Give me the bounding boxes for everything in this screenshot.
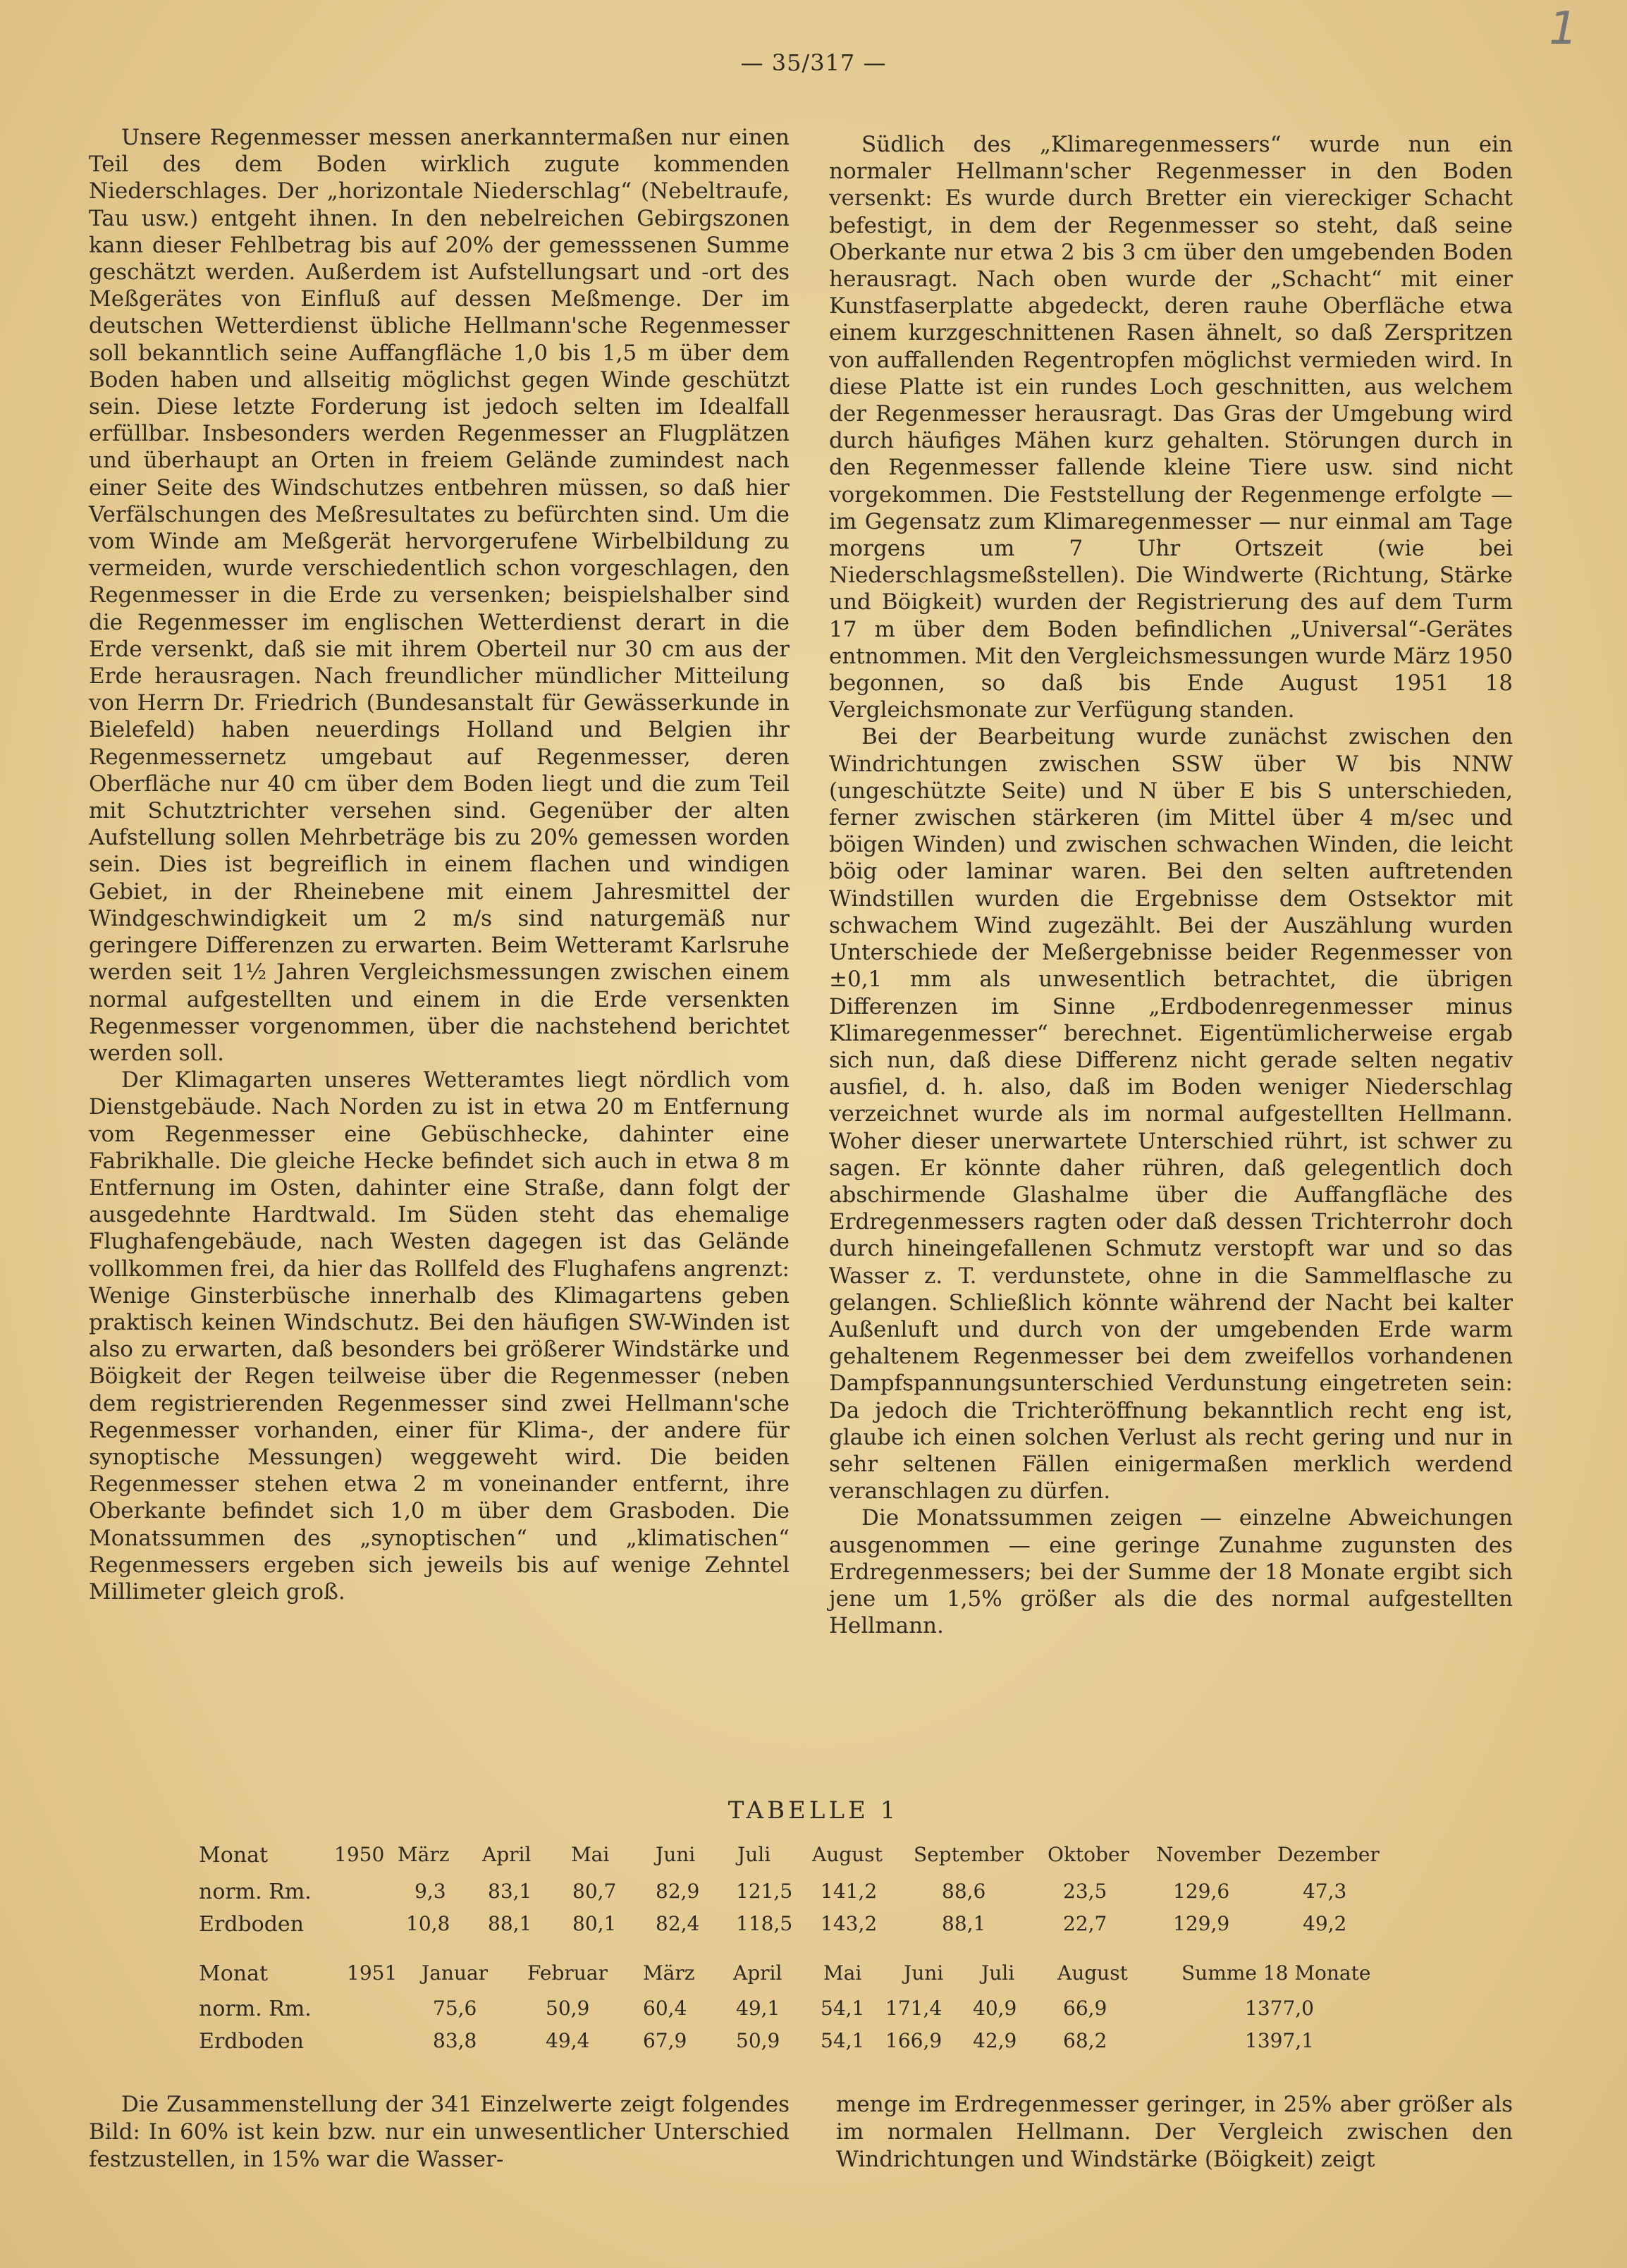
table-header-cell: März xyxy=(643,1961,695,1985)
table-row xyxy=(0,1997,1627,2028)
bottom-left-text xyxy=(89,2091,790,2174)
table-cell: 171,4 xyxy=(885,1997,943,2020)
table-header-cell: Summe 18 Monate xyxy=(1181,1961,1371,1985)
table-header-cell: 1951 xyxy=(347,1961,398,1985)
table-cell: 83,1 xyxy=(488,1880,532,1903)
handwritten-page-mark: 1 xyxy=(1549,3,1578,55)
table-cell: norm. Rm. xyxy=(199,1880,312,1904)
table-header-cell: 1950 xyxy=(334,1843,385,1866)
table-cell: 50,9 xyxy=(736,2029,780,2052)
table-cell: 121,5 xyxy=(736,1880,793,1903)
table-cell: 23,5 xyxy=(1063,1880,1107,1903)
page-number: — 35/317 — xyxy=(740,49,887,76)
table-header-cell: Oktober xyxy=(1048,1843,1129,1866)
table-header-cell: Dezember xyxy=(1277,1843,1380,1866)
table-header-cell: Monat xyxy=(199,1961,269,1986)
table-header-cell: August xyxy=(812,1843,883,1866)
table-cell: 66,9 xyxy=(1063,1997,1107,2020)
table-header-row xyxy=(0,1843,1627,1874)
table-cell: 54,1 xyxy=(821,1997,865,2020)
table-cell: 88,6 xyxy=(942,1880,986,1903)
table-cell: 141,2 xyxy=(821,1880,878,1903)
table-cell: 60,4 xyxy=(643,1997,687,2020)
table-header-cell: Februar xyxy=(527,1961,608,1985)
table-row xyxy=(0,2029,1627,2060)
table-cell: 54,1 xyxy=(821,2029,865,2052)
table-header-cell: Mai xyxy=(823,1961,862,1985)
table-cell: 80,7 xyxy=(572,1880,617,1903)
table-cell: 80,1 xyxy=(572,1912,617,1935)
table-cell: 47,3 xyxy=(1303,1880,1347,1903)
table-header-cell: November xyxy=(1156,1843,1261,1866)
paragraph: menge im Erdregenmesser geringer, in 25% aber größer als im normalen Hellmann. Der Vergleich zwischen den Windrichtungen und Windstärke (Böigkeit) zeigt xyxy=(836,2092,1513,2172)
table-cell: 88,1 xyxy=(488,1912,532,1935)
table-cell: 75,6 xyxy=(433,1997,477,2020)
table-title: TABELLE 1 xyxy=(727,1796,900,1825)
table-header-cell: Januar xyxy=(422,1961,489,1985)
paragraph: Bei der Bearbeitung wurde zunächst zwischen den Windrichtungen zwischen SSW über W bis NNW (ungeschützte Seite) und N über E bis S unterschieden, ferner zwischen stärkeren (im Mittel über 4 m/sec und böigen Winden) und zwischen schwachen Winden, die leicht böig oder laminar waren. Bei den selten auftretenden Windstillen wurden die Ergebnisse dem Ostsektor mit schwachem Wind zugezählt. Bei der Auszählung wurden Unterschiede der Meßergebnisse beider Regenmesser von ±0,1 mm als unwesentlich betrachtet, die übrigen Differenzen im Sinne „Erdbodenregenmesser minus Klimaregenmesser“ berechnet. Eigentümlicherweise ergab sich nun, daß diese Differenz nicht gerade selten negativ ausfiel, d. h. also, daß im Boden weniger Niederschlag verzeichnet wurde als im normal aufgestellten Hellmann. Woher dieser unerwartete Unterschied rührt, ist schwer zu sagen. Er könnte daher rühren, daß gelegentlich doch abschirmende Glashalme über die Auffangfläche des Erdregenmessers ragten oder daß dessen Trichterrohr doch durch hineingefallenen Schmutz verstopft war und so das Wasser z. T. verdunstete, ohne in die Sammelflasche zu gelangen. Schließlich könnte während der Nacht bei kalter Außenluft und durch von der umgebenden Erde warm gehaltenem Regenmesser bei dem zweifellos vorhandenen Dampfspannungsunterschied Verdunstung eingetreten sein: Da jedoch die Trichteröffnung bekanntlich recht eng ist, glaube ich einen solchen Verlust als recht gering und nur in sehr seltenen Fällen einigermaßen merklich werdend veranschlagen zu dürfen. xyxy=(829,724,1513,1504)
table-cell: 143,2 xyxy=(821,1912,878,1935)
table-cell: Erdboden xyxy=(199,2029,304,2054)
table-cell: 49,2 xyxy=(1303,1912,1347,1935)
table-header-cell: Mai xyxy=(571,1843,610,1866)
right-text-column xyxy=(829,131,1513,1639)
paragraph: Unsere Regenmesser messen anerkanntermaßen nur einen Teil des dem Boden wirklich zugute kommenden Niederschlages. Der „horizontale Niederschlag“ (Nebeltraufe, Tau usw.) entgeht ihnen. In den nebelreichen Gebirgszonen kann dieser Fehlbetrag bis auf 20% der gemesssenen Summe geschätzt werden. Außerdem ist Aufstellungsart und -ort des Meßgerätes von Einfluß auf dessen Meßmenge. Der im deutschen Wetterdienst übliche Hellmann'sche Regenmesser soll bekanntlich seine Auffangfläche 1,0 bis 1,5 m über dem Boden haben und allseitig möglichst gegen Winde geschützt sein. Diese letzte Forderung ist jedoch selten im Idealfall erfüllbar. Insbesonders werden Regenmesser an Flugplätzen und überhaupt an Orten in freiem Gelände zumindest nach einer Seite des Windschutzes entbehren müssen, so daß hier Verfälschungen des Meßresultates zu befürchten sind. Um die vom Winde am Meßgerät hervorgerufene Wirbelbildung zu vermeiden, wurde verschiedentlich schon vorgeschlagen, den Regenmesser in die Erde zu versenken; beispielshalber sind die Regenmesser im englischen Wetterdienst derart in die Erde versenkt, daß sie mit ihrem Oberteil nur 30 cm aus der Erde herausragen. Nach freundlicher mündlicher Mitteilung von Herrn Dr. Friedrich (Bundesanstalt für Gewässerkunde in Bielefeld) haben neuerdings Holland und Belgien ihr Regenmessernetz umgebaut auf Regenmesser, deren Oberfläche nur 40 cm über dem Boden liegt und die zum Teil mit Schutztrichter versehen sind. Gegenüber der alten Aufstellung sollen Mehrbeträge bis zu 20% gemessen worden sein. Dies ist begreiflich in einem flachen und windigen Gebiet, in der Rheinebene mit einem Jahresmittel der Windgeschwindigkeit um 2 m/s sind naturgemäß nur geringere Differenzen zu erwarten. Beim Wetteramt Karlsruhe werden seit 1½ Jahren Vergleichsmessungen zwischen einem normal aufgestellten und einem in die Erde versenkten Regenmesser vorgenommen, über die nachstehend berichtet werden soll. xyxy=(89,125,790,1066)
table-cell: 10,8 xyxy=(406,1912,450,1935)
table-cell: 166,9 xyxy=(885,2029,943,2052)
table-cell: Erdboden xyxy=(199,1912,304,1937)
table-header-cell: Monat xyxy=(199,1843,269,1868)
table-cell: norm. Rm. xyxy=(199,1997,312,2021)
table-row xyxy=(0,1912,1627,1943)
table-cell: 42,9 xyxy=(973,2029,1017,2052)
table-cell: 49,4 xyxy=(546,2029,590,2052)
table-cell: 68,2 xyxy=(1063,2029,1107,2052)
table-cell: 83,8 xyxy=(433,2029,477,2052)
table-header-cell: März xyxy=(398,1843,450,1866)
paragraph: Südlich des „Klimaregenmessers“ wurde nun ein normaler Hellmann'scher Regenmesser in den Boden versenkt: Es wurde durch Bretter ein viereckiger Schacht befestigt, in dem der Regenmesser so steht, daß seine Oberkante nur etwa 2 bis 3 cm über den umgebenden Boden herausragt. Nach oben wurde der „Schacht“ mit einer Kunstfaserplatte abgedeckt, deren rauhe Oberfläche etwa einem kurzgeschnittenen Rasen ähnelt, so daß Zerspritzen von auffallenden Regentropfen möglichst vermieden wird. In diese Platte ist ein rundes Loch geschnitten, aus welchem der Regenmesser herausragt. Das Gras der Umgebung wird durch häufiges Mähen kurz gehalten. Störungen durch in den Regenmesser fallende kleine Tiere usw. sind nicht vorgekommen. Die Feststellung der Regenmenge erfolgte — im Gegensatz zum Klimaregenmesser — nur einmal am Tage morgens um 7 Uhr Ortszeit (wie bei Niederschlagsmeßstellen). Die Windwerte (Richtung, Stärke und Böigkeit) wurden der Registrierung des auf dem Turm 17 m über dem Boden befindlichen „Universal“-Gerätes entnommen. Mit den Vergleichsmessungen wurde März 1950 begonnen, so daß bis Ende August 1951 18 Vergleichsmonate zur Verfügung standen. xyxy=(829,132,1513,723)
table-header-cell: Juni xyxy=(656,1843,696,1866)
table-cell: 82,9 xyxy=(656,1880,700,1903)
table-cell: 82,4 xyxy=(656,1912,700,1935)
left-text-column xyxy=(89,124,790,1605)
table-cell: 118,5 xyxy=(736,1912,793,1935)
table-cell: 1377,0 xyxy=(1245,1997,1314,2020)
bottom-right-text xyxy=(836,2091,1513,2174)
table-cell: 50,9 xyxy=(546,1997,590,2020)
table-header-cell: September xyxy=(914,1843,1024,1866)
table-cell: 9,3 xyxy=(415,1880,446,1903)
table-cell: 22,7 xyxy=(1063,1912,1107,1935)
table-cell: 129,6 xyxy=(1173,1880,1230,1903)
table-row xyxy=(0,1880,1627,1911)
table-header-cell: Juli xyxy=(737,1843,771,1866)
table-header-cell: Juni xyxy=(904,1961,944,1985)
table-cell: 1397,1 xyxy=(1245,2029,1314,2052)
table-cell: 67,9 xyxy=(643,2029,687,2052)
paragraph: Die Monatssummen zeigen — einzelne Abweichungen ausgenommen — eine geringe Zunahme zugunsten des Erdregenmessers; bei der Summe der 18 Monate ergibt sich jene um 1,5% größer als die des normal aufgestellten Hellmann. xyxy=(829,1505,1513,1639)
paragraph: Der Klimagarten unseres Wetteramtes liegt nördlich vom Dienstgebäude. Nach Norden zu ist in etwa 20 m Entfernung vom Regenmesser eine Gebüschhecke, dahinter eine Fabrikhalle. Die gleiche Hecke befindet sich auch in etwa 8 m Entfernung im Osten, dahinter eine Straße, dann folgt der ausgedehnte Hardtwald. Im Süden steht das ehemalige Flughafengebäude, nach Westen dagegen ist das Gelände vollkommen frei, da hier das Rollfeld des Flughafens angrenzt: Wenige Ginsterbüsche innerhalb des Klimagartens geben praktisch keinen Windschutz. Bei den häufigen SW-Winden ist also zu erwarten, daß besonders bei größerer Windstärke und Böigkeit der Regen teilweise über die Regenmesser (neben dem registrierenden Regenmesser sind zwei Hellmann'sche Regenmesser vorhanden, einer für Klima-, der andere für synoptische Messungen) weggeweht wird. Die beiden Regenmesser stehen etwa 2 m voneinander entfernt, ihre Oberkante befindet sich 1,0 m über dem Grasboden. Die Monatssummen des „synoptischen“ und „klimatischen“ Regenmessers ergeben sich jeweils bis auf wenige Zehntel Millimeter gleich groß. xyxy=(89,1067,790,1605)
table-cell: 49,1 xyxy=(736,1997,780,2020)
table-cell: 88,1 xyxy=(942,1912,986,1935)
table-header-cell: April xyxy=(733,1961,782,1985)
table-header-cell: August xyxy=(1057,1961,1128,1985)
table-header-cell: April xyxy=(482,1843,532,1866)
table-cell: 129,9 xyxy=(1173,1912,1230,1935)
table-header-row xyxy=(0,1961,1627,1992)
table-cell: 40,9 xyxy=(973,1997,1017,2020)
table-header-cell: Juli xyxy=(981,1961,1015,1985)
paragraph: Die Zusammenstellung der 341 Einzelwerte zeigt folgendes Bild: In 60% ist kein bzw. nur ein unwesentlicher Unterschied festzustellen, in 15% war die Wasser- xyxy=(89,2092,790,2172)
